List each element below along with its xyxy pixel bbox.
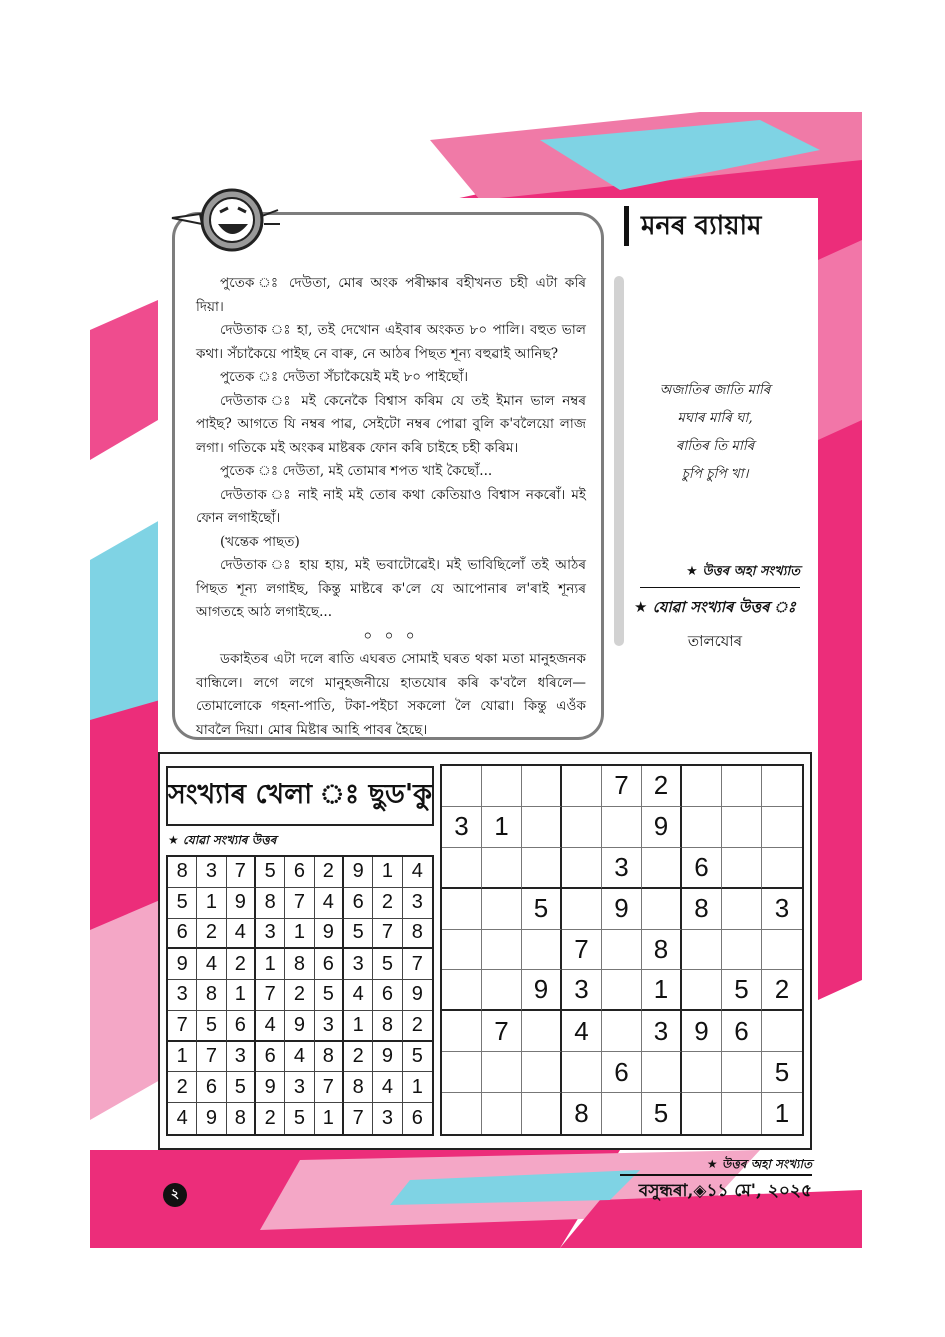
sudoku-cell: 3 — [602, 848, 642, 889]
solution-cell: 7 — [373, 919, 402, 950]
sudoku-cell — [442, 889, 482, 930]
solution-cell: 8 — [168, 857, 197, 888]
solution-cell: 2 — [256, 1103, 285, 1134]
sudoku-cell — [562, 848, 602, 889]
solution-cell: 8 — [315, 1042, 344, 1073]
sudoku-cell: 5 — [642, 1093, 682, 1134]
solution-cell: 4 — [197, 949, 226, 980]
solution-cell: 2 — [285, 980, 314, 1011]
solution-cell: 1 — [315, 1103, 344, 1134]
sudoku-cell: 8 — [682, 889, 722, 930]
sudoku-cell — [562, 807, 602, 848]
sudoku-cell — [762, 807, 802, 848]
solution-cell: 4 — [344, 980, 373, 1011]
sudoku-cell — [482, 889, 522, 930]
sudoku-cell — [602, 970, 642, 1011]
solution-cell: 5 — [315, 980, 344, 1011]
sudoku-cell — [562, 1052, 602, 1093]
solution-cell: 4 — [373, 1072, 402, 1103]
solution-cell: 2 — [373, 888, 402, 919]
joke-separator: ০ ০ ০ — [363, 627, 419, 644]
solution-cell: 2 — [315, 857, 344, 888]
solution-cell: 1 — [403, 1072, 432, 1103]
solution-cell: 9 — [344, 857, 373, 888]
joke-text — [196, 272, 586, 742]
joke-stage-direction: (খন্তেক পাছত) — [220, 533, 300, 550]
solution-cell: 7 — [227, 857, 256, 888]
solution-cell: 9 — [315, 919, 344, 950]
sudoku-cell — [602, 930, 642, 971]
sudoku-cell — [762, 766, 802, 807]
sudoku-cell: 7 — [602, 766, 642, 807]
solution-cell: 2 — [344, 1042, 373, 1073]
joke-line: দেউতাক ঃ মই কেনেকৈ বিশ্বাস কৰিম যে তই ইমান ভাল নম্বৰ পাইছ? আগতে যি নম্বৰ পাৱ, সেইটো নম্বৰ পোৱা বুলি ক'বলৈয়ো লাজ লগা। গতিকে মই অংকৰ মাষ্টৰক ফোন কৰি চাইহে চহী কৰিম। — [196, 392, 586, 456]
solution-cell: 1 — [256, 949, 285, 980]
sudoku-cell — [722, 930, 762, 971]
sudoku-cell — [482, 970, 522, 1011]
sudoku-cell: 8 — [562, 1093, 602, 1134]
solution-cell: 1 — [285, 919, 314, 950]
sudoku-cell: 3 — [762, 889, 802, 930]
sudoku-cell — [522, 766, 562, 807]
sudoku-cell — [682, 807, 722, 848]
sudoku-cell — [442, 848, 482, 889]
sudoku-cell — [482, 766, 522, 807]
sudoku-cell — [482, 930, 522, 971]
sudoku-cell — [722, 1052, 762, 1093]
sudoku-cell: 1 — [774, 1098, 790, 1129]
solution-cell: 3 — [285, 1072, 314, 1103]
riddle-answer-hint: ★ উত্তৰ অহা সংখ্যাত — [640, 562, 800, 588]
solution-cell: 9 — [373, 1042, 402, 1073]
solution-cell: 6 — [344, 888, 373, 919]
solution-cell: 9 — [168, 949, 197, 980]
sudoku-cell — [522, 848, 562, 889]
sudoku-cell — [602, 807, 642, 848]
sudoku-cell — [682, 1093, 722, 1134]
sudoku-cell — [682, 930, 722, 971]
sudoku-cell: 3 — [642, 1011, 682, 1052]
solution-cell: 4 — [315, 888, 344, 919]
footer-divider — [620, 1174, 812, 1176]
solution-cell: 8 — [197, 980, 226, 1011]
sudoku-cell — [682, 766, 722, 807]
solution-cell: 1 — [168, 1042, 197, 1073]
solution-cell: 6 — [168, 919, 197, 950]
footer-answer-hint: ★ উত্তৰ অহা সংখ্যাত — [706, 1157, 812, 1171]
sudoku-cell: 4 — [562, 1011, 602, 1052]
solution-cell: 1 — [227, 980, 256, 1011]
joke-line: দেউতাক ঃ হায় হায়, মই ভবাটোৱেই। মই ভাবিছিলোঁ তই আঠৰ পিছত শূন্য লগাইছ, কিন্তু মাষ্টৰে ক'লে যে আপোনাৰ ল'ৰাই শূন্যৰ আগতহে আঠ লগাইছে... — [196, 557, 586, 620]
joke-line: পুতেক ঃ দেউতা, মই তোমাৰ শপত খাই কৈছোঁ... — [220, 463, 493, 479]
sudoku-cell: 7 — [562, 930, 602, 971]
solution-cell: 5 — [285, 1103, 314, 1134]
solution-cell: 7 — [197, 1042, 226, 1073]
sudoku-cell — [482, 1093, 522, 1134]
sudoku-cell — [762, 930, 802, 971]
solution-cell: 9 — [285, 1011, 314, 1042]
sudoku-cell: 9 — [642, 807, 682, 848]
sudoku-cell — [442, 1052, 482, 1093]
riddle — [640, 376, 790, 488]
sudoku-cell — [602, 1093, 642, 1134]
sudoku-cell: 5 — [722, 970, 762, 1011]
solution-cell: 5 — [227, 1072, 256, 1103]
sudoku-cell — [602, 1011, 642, 1052]
solution-label: ★ যোৱা সংখ্যাৰ উত্তৰ — [168, 833, 277, 847]
solution-cell: 4 — [168, 1103, 197, 1134]
solution-cell: 3 — [227, 1042, 256, 1073]
solution-cell: 8 — [344, 1072, 373, 1103]
sudoku-cell — [442, 970, 482, 1011]
sudoku-cell: 9 — [522, 970, 562, 1011]
solution-cell: 4 — [285, 1042, 314, 1073]
joke-line: দেউতাক ঃ হা, তই দেখোন এইবাৰ অংকত ৮০ পালি। বহুত ভাল কথা। সঁচাকৈয়ে পাইছ নে বাৰু, নে আঠৰ পিছত শূন্য বহুৱাই আনিছ? — [196, 322, 586, 362]
puzzle-title: সংখ্যাৰ খেলা ঃ ছুড'কু — [166, 766, 434, 826]
solution-cell: 7 — [344, 1103, 373, 1134]
solution-cell: 7 — [168, 1011, 197, 1042]
solution-cell: 5 — [373, 949, 402, 980]
solution-grid — [166, 855, 434, 1136]
solution-cell: 6 — [285, 857, 314, 888]
solution-cell: 4 — [256, 1011, 285, 1042]
sudoku-cell — [722, 807, 762, 848]
riddle-line: ৰাতিৰ তি মাৰি — [675, 438, 755, 454]
section-title: মনৰ ব্যায়াম — [624, 206, 762, 246]
solution-cell: 8 — [285, 949, 314, 980]
sudoku-cell — [722, 889, 762, 930]
sudoku-cell — [522, 1093, 562, 1134]
sudoku-cell — [722, 848, 762, 889]
sudoku-cell: 8 — [642, 930, 682, 971]
solution-cell: 3 — [403, 888, 432, 919]
sudoku-cell — [482, 848, 522, 889]
sudoku-cell — [482, 1052, 522, 1093]
solution-cell: 7 — [315, 1072, 344, 1103]
solution-cell: 9 — [197, 1103, 226, 1134]
solution-cell: 2 — [168, 1072, 197, 1103]
solution-cell: 9 — [227, 888, 256, 919]
divider-bar — [614, 276, 624, 646]
solution-cell: 5 — [168, 888, 197, 919]
sudoku-cell: 3 — [562, 970, 602, 1011]
solution-cell: 2 — [227, 949, 256, 980]
previous-answer: তালযোৰ — [687, 632, 743, 650]
solution-cell: 6 — [256, 1042, 285, 1073]
sudoku-cell — [722, 1093, 762, 1134]
sudoku-cell — [442, 1093, 482, 1134]
sudoku-cell: 5 — [522, 889, 562, 930]
sudoku-grid — [440, 764, 804, 1136]
riddle-line: অজাতিৰ জাতি মাৰি — [659, 382, 771, 398]
solution-cell: 6 — [197, 1072, 226, 1103]
sudoku-cell — [522, 930, 562, 971]
sudoku-cell — [642, 889, 682, 930]
solution-cell: 5 — [403, 1042, 432, 1073]
solution-cell: 5 — [197, 1011, 226, 1042]
sudoku-cell — [762, 848, 802, 889]
solution-cell: 7 — [285, 888, 314, 919]
solution-cell: 6 — [227, 1011, 256, 1042]
sudoku-cell — [442, 1011, 482, 1052]
riddle-line: মঘাৰ মাৰি ঘা, — [677, 410, 753, 426]
sudoku-cell — [522, 1011, 562, 1052]
solution-cell: 5 — [344, 919, 373, 950]
sudoku-cell: 5 — [762, 1052, 802, 1093]
sudoku-cell — [442, 930, 482, 971]
sudoku-cell — [722, 766, 762, 807]
solution-cell: 8 — [403, 919, 432, 950]
joke-line: দেউতাক ঃ নাই নাই মই তোৰ কথা কেতিয়াও বিশ্বাস নকৰোঁ। মই ফোন লগাইছোঁ। — [196, 486, 586, 526]
solution-cell: 3 — [373, 1103, 402, 1134]
solution-cell: 3 — [168, 980, 197, 1011]
sudoku-cell: 1 — [642, 970, 682, 1011]
solution-cell: 6 — [373, 980, 402, 1011]
solution-cell: 7 — [403, 949, 432, 980]
sudoku-cell — [562, 889, 602, 930]
solution-cell: 4 — [403, 857, 432, 888]
sudoku-cell: 9 — [682, 1011, 722, 1052]
sudoku-cell: 9 — [602, 889, 642, 930]
solution-cell: 3 — [344, 949, 373, 980]
solution-cell: 5 — [256, 857, 285, 888]
sudoku-cell: 7 — [482, 1011, 522, 1052]
sudoku-cell: 6 — [722, 1011, 762, 1052]
riddle-line: চুপি চুপি খা। — [681, 466, 749, 482]
sudoku-cell — [642, 1052, 682, 1093]
solution-cell: 8 — [373, 1011, 402, 1042]
sudoku-cell: 1 — [482, 807, 522, 848]
solution-cell: 8 — [256, 888, 285, 919]
sudoku-cell — [522, 1052, 562, 1093]
solution-cell: 2 — [403, 1011, 432, 1042]
solution-cell: 3 — [197, 857, 226, 888]
solution-cell: 6 — [315, 949, 344, 980]
sudoku-cell — [682, 970, 722, 1011]
sudoku-cell — [442, 766, 482, 807]
joke-line: পুতেক ঃ দেউতা, মোৰ অংক পৰীক্ষাৰ বহীখনত চহী এটা কৰি দিয়া। — [196, 275, 586, 315]
masthead-date: বসুন্ধৰা,◈১১ মে', ২০২৫ — [638, 1181, 812, 1201]
solution-cell: 7 — [256, 980, 285, 1011]
solution-cell: 1 — [344, 1011, 373, 1042]
joke-line: ডকাইতৰ এটা দলে ৰাতি এঘৰত সোমাই ঘৰত থকা মতা মানুহজনক বান্ধিলে। লগে লগে মানুহজনীয়ে হাতযোৰ কৰি ক'বলৈ ধৰিলে— তোমালোকে গহনা-পাতি, টকা-পইচা সকলো লৈ যোৱা। কিন্তু এওঁক যাবলৈ দিয়া। মোৰ মিষ্টাৰ আহি পাবৰ হৈছে। — [196, 651, 586, 738]
solution-cell: 1 — [373, 857, 402, 888]
solution-cell: 3 — [315, 1011, 344, 1042]
page-number: ২ — [163, 1183, 187, 1207]
sudoku-cell: 2 — [642, 766, 682, 807]
solution-cell: 9 — [256, 1072, 285, 1103]
solution-cell: 9 — [403, 980, 432, 1011]
sudoku-cell — [762, 1011, 802, 1052]
sudoku-cell: 2 — [762, 970, 802, 1011]
laughing-face-icon — [166, 178, 286, 258]
solution-cell: 3 — [256, 919, 285, 950]
sudoku-cell — [642, 848, 682, 889]
solution-cell: 4 — [227, 919, 256, 950]
sudoku-cell — [562, 766, 602, 807]
sudoku-cell — [682, 1052, 722, 1093]
sudoku-cell: 3 — [442, 807, 482, 848]
sudoku-cell: 6 — [682, 848, 722, 889]
sudoku-cell — [522, 807, 562, 848]
sudoku-cell: 6 — [602, 1052, 642, 1093]
solution-cell: 8 — [227, 1103, 256, 1134]
solution-cell: 2 — [197, 919, 226, 950]
solution-cell: 6 — [411, 1107, 423, 1130]
previous-answer-label: ★ যোৱা সংখ্যাৰ উত্তৰ ঃ — [634, 598, 796, 616]
joke-line: পুতেক ঃ দেউতা সঁচাকৈয়েই মই ৮০ পাইছোঁ। — [220, 369, 469, 385]
solution-cell: 1 — [197, 888, 226, 919]
